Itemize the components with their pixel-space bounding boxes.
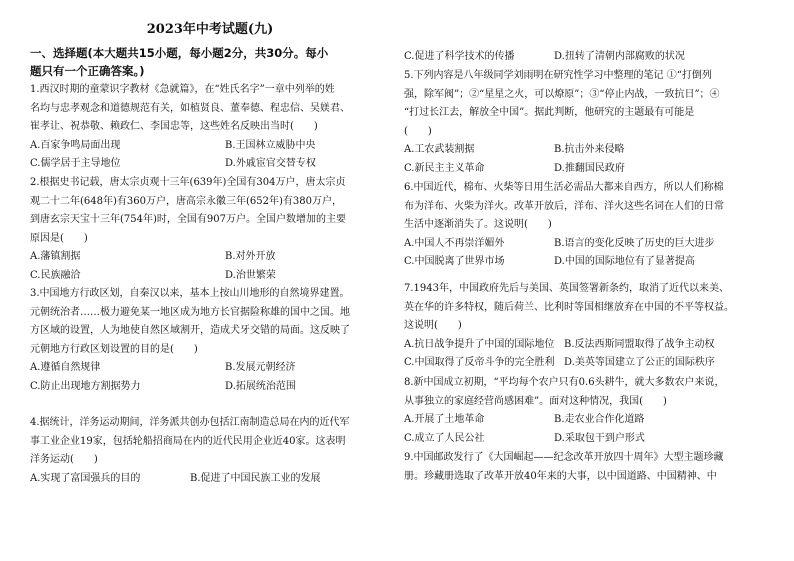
option-a[interactable]: A.遵循自然规律 bbox=[30, 362, 101, 373]
option-b[interactable]: B.抗击外来侵略 bbox=[554, 144, 625, 155]
option-d[interactable]: D.外戚宦官交替专权 bbox=[225, 158, 316, 169]
question-text: 1.西汉时期的童蒙识字教材《急就篇》，在“姓氏名字”一章中列举的姓 bbox=[30, 84, 335, 95]
question-text: 这说明( ) bbox=[404, 320, 462, 331]
question-text: 4.据统计，洋务运动期间，洋务派共创办包括江南制造总局在内的近代军 bbox=[30, 417, 350, 428]
question-text: 3.中国地方行政区划，自秦汉以来，基本上按山川地形的自然境界建置。 bbox=[30, 288, 350, 299]
question-text: 名均与忠孝观念和道德规范有关，如植贤良、董奉德、程忠信、吴媄君、 bbox=[30, 102, 350, 114]
question-text: 生活中逐渐消失了。这说明( ) bbox=[404, 219, 552, 230]
question-text: 9.中国邮政发行了《大国崛起——纪念改革开放四十周年》大型主题珍藏 bbox=[404, 452, 724, 463]
section-heading bbox=[30, 44, 390, 80]
question-text: 方区域的设置，人为地使自然区域割开，造成犬牙交错的局面。这反映了 bbox=[30, 325, 350, 336]
section-heading-line: 题只有一个正确答案。) bbox=[30, 64, 145, 78]
question-text: 洋务运动( ) bbox=[30, 454, 98, 465]
question-text: 英在华的许多特权，随后荷兰、比利时等国相继放弃在中国的不平等权益。 bbox=[404, 301, 734, 313]
exam-title: 2023年中考试题(九) bbox=[146, 22, 274, 37]
option-a[interactable]: A.藩镇割据 bbox=[30, 251, 81, 262]
question-text: 事工业企业19家，包括轮船招商局在内的近代民用企业近40家。这表明 bbox=[30, 435, 346, 447]
question-text: 元朝统治者……极力避免某一地区成为地方长官据险称雄的国中之国。地 bbox=[30, 306, 350, 318]
option-d[interactable]: D.美英等国建立了公正的国际秩序 bbox=[564, 357, 715, 368]
option-b[interactable]: B.发展元朝经济 bbox=[225, 362, 296, 373]
question-3 bbox=[30, 285, 390, 396]
option-d[interactable]: D.扭转了清朝内部腐败的状况 bbox=[554, 51, 685, 62]
question-text: 册。珍藏册选取了改革开放40年来的大事，以中国道路、中国精神、中 bbox=[404, 470, 717, 482]
question-text: 8.新中国成立初期，“平均每个农户只有0.6头耕牛，就大多数农户来说， bbox=[404, 377, 725, 388]
question-text: 2.根据史书记载，唐太宗贞观十三年(639年)全国有304万户，唐太宗贞 bbox=[30, 177, 346, 188]
question-7 bbox=[404, 280, 772, 373]
question-6 bbox=[404, 179, 772, 272]
question-1 bbox=[30, 81, 390, 174]
question-2 bbox=[30, 174, 390, 285]
question-text: ( ) bbox=[404, 125, 432, 137]
question-text: 布为洋布、火柴为洋火。改革开放后，洋布、洋火这些名词在人们的日常 bbox=[404, 200, 724, 212]
option-c[interactable]: C.中国脱离了世界市场 bbox=[404, 256, 505, 267]
option-c[interactable]: C.成立了人民公社 bbox=[404, 432, 485, 444]
option-d[interactable]: D.治世繁荣 bbox=[225, 269, 276, 281]
option-d[interactable]: D.采取包干到户形式 bbox=[554, 432, 645, 444]
option-c[interactable]: C.中国取得了反帝斗争的完全胜利 bbox=[404, 357, 555, 368]
option-d[interactable]: D.推翻国民政府 bbox=[554, 162, 625, 174]
option-b[interactable]: B.促进了中国民族工业的发展 bbox=[190, 472, 321, 484]
option-c[interactable]: C.促进了科学技术的传播 bbox=[404, 51, 515, 62]
question-text: 元朝地方行政区划设置的目的是( ) bbox=[30, 343, 198, 355]
question-text: 强，除军阀”；②“星星之火，可以燎原”；③“停止内战，一致抗日”；④ bbox=[404, 88, 720, 100]
question-text: 到唐玄宗天宝十三年(754年)时，全国有907万户。全国户数增加的主要 bbox=[30, 214, 346, 225]
question-text: 5.下列内容是八年级同学刘雨明在研究性学习中整理的笔记 ①“打倒列 bbox=[404, 70, 712, 81]
option-b[interactable]: B.对外开放 bbox=[225, 251, 276, 262]
option-b[interactable]: B.反法西斯同盟取得了战争主动权 bbox=[564, 338, 715, 350]
option-a[interactable]: A.实现了富国强兵的目的 bbox=[30, 472, 141, 484]
option-a[interactable]: A.百家争鸣局面出现 bbox=[30, 139, 121, 151]
question-4-continued bbox=[404, 48, 772, 67]
option-d[interactable]: D.中国的国际地位有了显著提高 bbox=[554, 256, 695, 267]
question-4 bbox=[30, 414, 390, 488]
question-8 bbox=[404, 374, 772, 448]
question-text: 6.中国近代，棉布、火柴等日用生活必需品大都来自西方，所以人们称棉 bbox=[404, 182, 724, 193]
option-b[interactable]: B.王国林立威胁中央 bbox=[225, 139, 316, 151]
option-c[interactable]: C.防止出现地方割据势力 bbox=[30, 380, 141, 392]
question-text: 从事独立的家庭经营尚感困难”。面对这种情况，我国( ) bbox=[404, 395, 667, 407]
option-a[interactable]: A.中国人不再崇洋媚外 bbox=[404, 237, 505, 249]
option-c[interactable]: C.民族融洽 bbox=[30, 269, 81, 281]
option-c[interactable]: C.儒学居于主导地位 bbox=[30, 158, 121, 169]
option-a[interactable]: A.开展了土地革命 bbox=[404, 414, 485, 425]
question-text: 7.1943年，中国政府先后与美国、英国签署新条约，取消了近代以来美、 bbox=[404, 283, 729, 294]
question-text: “打过长江去，解放全中国”。据此判断，他研究的主题最有可能是 bbox=[404, 107, 695, 118]
question-9 bbox=[404, 449, 772, 486]
question-text: 崔孝让、祝恭敬、赖政仁、李国忠等，这些姓名反映出当时( ) bbox=[30, 121, 318, 132]
option-a[interactable]: A.抗日战争提升了中国的国际地位 bbox=[404, 338, 555, 350]
section-heading-line: 一、选择题(本大题共15小题，每小题2分，共30分。每小 bbox=[30, 46, 329, 60]
option-b[interactable]: B.走农业合作化道路 bbox=[554, 414, 645, 425]
option-c[interactable]: C.新民主主义革命 bbox=[404, 162, 485, 174]
option-a[interactable]: A.工农武装割据 bbox=[404, 144, 475, 155]
option-d[interactable]: D.拓展统治范围 bbox=[225, 380, 296, 392]
question-text: 原因是( ) bbox=[30, 232, 88, 244]
option-b[interactable]: B.语言的变化反映了历史的巨大进步 bbox=[554, 237, 715, 249]
question-5 bbox=[404, 67, 772, 178]
question-text: 观二十二年(648年)有360万户，唐高宗永徽三年(652年)有380万户， bbox=[30, 195, 342, 207]
